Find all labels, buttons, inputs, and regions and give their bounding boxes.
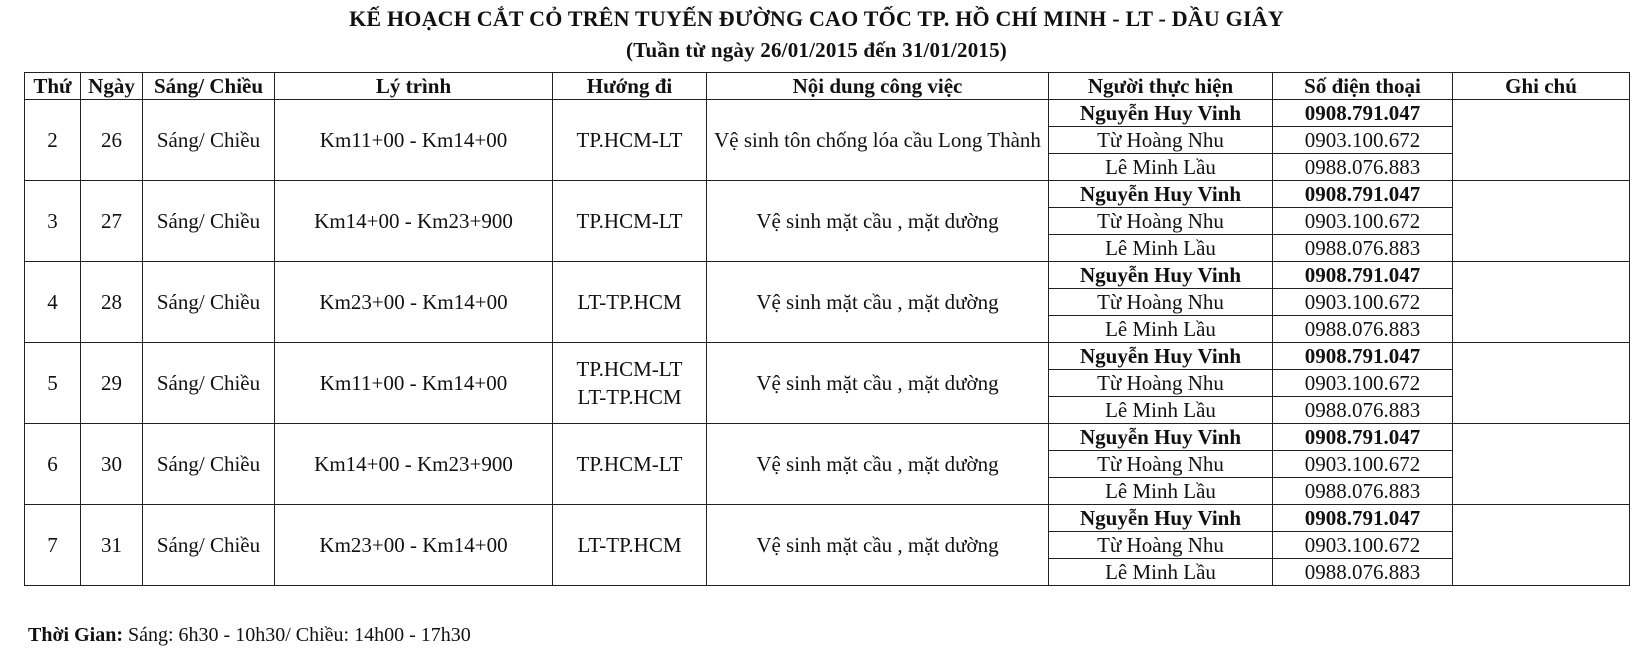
table-header-row xyxy=(25,73,1630,100)
cell-ly-trinh: Km14+00 - Km23+900 xyxy=(275,181,553,262)
cell-huong-di: TP.HCM-LT xyxy=(553,181,707,262)
cell-nguoi-thuc-hien: Nguyễn Huy Vinh xyxy=(1049,100,1273,127)
cell-nguoi-thuc-hien: Lê Minh Lầu xyxy=(1049,559,1273,586)
cell-sang-chieu: Sáng/ Chiều xyxy=(143,262,275,343)
cell-thu: 7 xyxy=(25,505,81,586)
cell-ngay: 28 xyxy=(81,262,143,343)
cell-nguoi-thuc-hien: Từ Hoàng Nhu xyxy=(1049,532,1273,559)
cell-noi-dung: Vệ sinh mặt cầu , mặt dường xyxy=(707,424,1049,505)
cell-ghi-chu xyxy=(1453,262,1630,343)
table-row xyxy=(25,262,1630,289)
cell-ghi-chu xyxy=(1453,181,1630,262)
footer-label: Thời Gian: xyxy=(28,624,123,646)
cell-so-dien-thoai: 0988.076.883 xyxy=(1273,559,1453,586)
cell-nguoi-thuc-hien: Từ Hoàng Nhu xyxy=(1049,451,1273,478)
cell-ly-trinh: Km14+00 - Km23+900 xyxy=(275,424,553,505)
cell-ngay: 29 xyxy=(81,343,143,424)
table-row xyxy=(25,100,1630,127)
cell-so-dien-thoai: 0908.791.047 xyxy=(1273,181,1453,208)
huong-di-line: LT-TP.HCM xyxy=(577,385,682,409)
footer-text: Sáng: 6h30 - 10h30/ Chiều: 14h00 - 17h30 xyxy=(123,624,471,646)
cell-nguoi-thuc-hien: Từ Hoàng Nhu xyxy=(1049,208,1273,235)
header-ghi-chu: Ghi chú xyxy=(1453,73,1630,100)
cell-so-dien-thoai: 0988.076.883 xyxy=(1273,397,1453,424)
page-title: KẾ HOẠCH CẮT CỎ TRÊN TUYẾN ĐƯỜNG CAO TỐC TP. HỒ CHÍ MINH - LT - DẦU GIÂY xyxy=(349,6,1284,31)
cell-so-dien-thoai: 0908.791.047 xyxy=(1273,505,1453,532)
cell-so-dien-thoai: 0988.076.883 xyxy=(1273,316,1453,343)
cell-nguoi-thuc-hien: Từ Hoàng Nhu xyxy=(1049,127,1273,154)
cell-huong-di: LT-TP.HCM xyxy=(553,262,707,343)
cell-thu: 6 xyxy=(25,424,81,505)
cell-noi-dung: Vệ sinh mặt cầu , mặt dường xyxy=(707,181,1049,262)
huong-di-line: TP.HCM-LT xyxy=(576,357,683,381)
header-so-dien-thoai: Số điện thoại xyxy=(1273,73,1453,100)
cell-thu: 4 xyxy=(25,262,81,343)
cell-ngay: 30 xyxy=(81,424,143,505)
cell-nguoi-thuc-hien: Nguyễn Huy Vinh xyxy=(1049,262,1273,289)
cell-nguoi-thuc-hien: Lê Minh Lầu xyxy=(1049,154,1273,181)
cell-noi-dung: Vệ sinh tôn chống lóa cầu Long Thành xyxy=(707,100,1049,181)
cell-ly-trinh: Km23+00 - Km14+00 xyxy=(275,262,553,343)
cell-nguoi-thuc-hien: Từ Hoàng Nhu xyxy=(1049,370,1273,397)
table-row xyxy=(25,505,1630,532)
cell-nguoi-thuc-hien: Nguyễn Huy Vinh xyxy=(1049,505,1273,532)
schedule-table xyxy=(24,72,1630,586)
cell-so-dien-thoai: 0988.076.883 xyxy=(1273,235,1453,262)
cell-so-dien-thoai: 0908.791.047 xyxy=(1273,424,1453,451)
cell-sang-chieu: Sáng/ Chiều xyxy=(143,100,275,181)
cell-so-dien-thoai: 0988.076.883 xyxy=(1273,478,1453,505)
cell-noi-dung: Vệ sinh mặt cầu , mặt dường xyxy=(707,343,1049,424)
table-row xyxy=(25,181,1630,208)
header-thu: Thứ xyxy=(25,73,81,100)
cell-nguoi-thuc-hien: Lê Minh Lầu xyxy=(1049,235,1273,262)
cell-sang-chieu: Sáng/ Chiều xyxy=(143,343,275,424)
cell-thu: 2 xyxy=(25,100,81,181)
cell-ngay: 31 xyxy=(81,505,143,586)
cell-nguoi-thuc-hien: Nguyễn Huy Vinh xyxy=(1049,424,1273,451)
cell-huong-di: TP.HCM-LT xyxy=(553,424,707,505)
cell-sang-chieu: Sáng/ Chiều xyxy=(143,181,275,262)
header-ly-trinh: Lý trình xyxy=(275,73,553,100)
cell-sang-chieu: Sáng/ Chiều xyxy=(143,424,275,505)
cell-noi-dung: Vệ sinh mặt cầu , mặt dường xyxy=(707,505,1049,586)
cell-ly-trinh: Km11+00 - Km14+00 xyxy=(275,100,553,181)
cell-huong-di: LT-TP.HCM xyxy=(553,505,707,586)
cell-so-dien-thoai: 0903.100.672 xyxy=(1273,127,1453,154)
page-subtitle: (Tuần từ ngày 26/01/2015 đến 31/01/2015) xyxy=(626,38,1007,62)
table-row xyxy=(25,343,1630,370)
cell-so-dien-thoai: 0903.100.672 xyxy=(1273,532,1453,559)
footer-time xyxy=(28,624,471,647)
cell-ngay: 27 xyxy=(81,181,143,262)
cell-nguoi-thuc-hien: Lê Minh Lầu xyxy=(1049,316,1273,343)
cell-so-dien-thoai: 0903.100.672 xyxy=(1273,289,1453,316)
cell-ghi-chu xyxy=(1453,424,1630,505)
cell-nguoi-thuc-hien: Lê Minh Lầu xyxy=(1049,397,1273,424)
cell-so-dien-thoai: 0903.100.672 xyxy=(1273,370,1453,397)
cell-nguoi-thuc-hien: Nguyễn Huy Vinh xyxy=(1049,181,1273,208)
cell-so-dien-thoai: 0903.100.672 xyxy=(1273,451,1453,478)
cell-sang-chieu: Sáng/ Chiều xyxy=(143,505,275,586)
cell-noi-dung: Vệ sinh mặt cầu , mặt dường xyxy=(707,262,1049,343)
header-noi-dung: Nội dung công việc xyxy=(707,73,1049,100)
cell-thu: 3 xyxy=(25,181,81,262)
header-nguoi-thuc-hien: Người thực hiện xyxy=(1049,73,1273,100)
header-sang-chieu: Sáng/ Chiều xyxy=(143,73,275,100)
cell-huong-di xyxy=(553,343,707,424)
cell-ngay: 26 xyxy=(81,100,143,181)
cell-so-dien-thoai: 0908.791.047 xyxy=(1273,343,1453,370)
cell-so-dien-thoai: 0988.076.883 xyxy=(1273,154,1453,181)
cell-so-dien-thoai: 0908.791.047 xyxy=(1273,100,1453,127)
cell-huong-di: TP.HCM-LT xyxy=(553,100,707,181)
cell-nguoi-thuc-hien: Lê Minh Lầu xyxy=(1049,478,1273,505)
cell-so-dien-thoai: 0908.791.047 xyxy=(1273,262,1453,289)
header-huong-di: Hướng đi xyxy=(553,73,707,100)
cell-thu: 5 xyxy=(25,343,81,424)
cell-ghi-chu xyxy=(1453,100,1630,181)
header-ngay: Ngày xyxy=(81,73,143,100)
cell-ly-trinh: Km23+00 - Km14+00 xyxy=(275,505,553,586)
table-row xyxy=(25,424,1630,451)
cell-ly-trinh: Km11+00 - Km14+00 xyxy=(275,343,553,424)
cell-ghi-chu xyxy=(1453,343,1630,424)
cell-nguoi-thuc-hien: Từ Hoàng Nhu xyxy=(1049,289,1273,316)
cell-nguoi-thuc-hien: Nguyễn Huy Vinh xyxy=(1049,343,1273,370)
cell-ghi-chu xyxy=(1453,505,1630,586)
cell-so-dien-thoai: 0903.100.672 xyxy=(1273,208,1453,235)
